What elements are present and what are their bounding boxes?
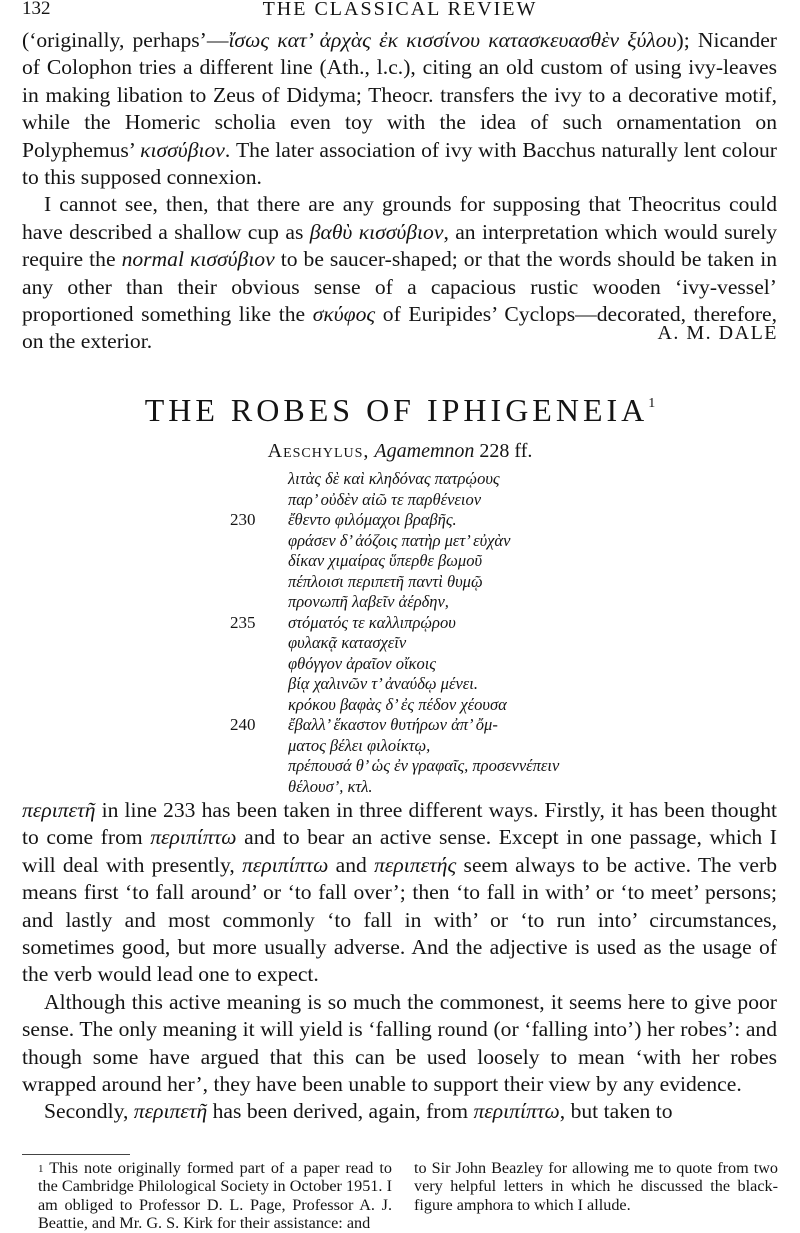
greek-phrase: βαθὺ κισσύβιον [309,219,444,244]
verse-line [22,654,782,675]
greek-word: περιπετής [374,852,457,877]
journal-title: THE CLASSICAL REVIEW [262,0,538,20]
verse-text: ἔθεντο φιλόμαχοι βραβῆς. [288,510,457,529]
verse-text: φράσεν δ’ ἀόζοις πατὴρ μετ’ εὐχὰν [288,530,511,550]
footnote-column-left [38,1159,392,1233]
footnote-column-right [414,1159,778,1214]
greek-word: περιπίπτω [242,852,329,877]
paragraph: περιπετῆ in line 233 has been taken in three different ways. Firstly, it has been thought to come from περιπίπτω and to bear an active sense. Except in one passage, which I will deal with presently, περιπίπτω and περιπετής seem always to be active. The verb means first ‘to fall around’ or ‘to fall over’; then ‘to fall in with’ or ‘to meet’ persons; and lastly and most commonly ‘to fall in with’ or ‘to run into’ circumstances, sometimes good, but more usually adverse. And the adjective is used as the usage of the verb would lead one to expect. [22,798,777,987]
article-title: THE ROBES OF IPHIGENEIA$^1$ [144,392,656,428]
page-number: 132 [22,0,51,19]
verse-quotation [22,469,782,797]
verse-text: ἔβαλλ’ ἕκαστον θυτήρων ἀπ’ ὄμ- [288,715,498,734]
author-signature: A. M. DALE [657,322,778,344]
greek-word: κισσύβιον [189,247,275,272]
verse-text: παρ’ οὐδὲν αἰῶ τε παρθένειον [288,489,482,509]
paragraph: Secondly, περιπετῆ has been derived, again, from περιπίπτω, but taken to [44,1099,673,1124]
article-subtitle [0,440,800,463]
verse-line [22,551,782,572]
line-number: 240 [230,715,256,734]
running-head [22,0,778,26]
verse-line [22,695,782,716]
subtitle-lines: 228 ff. [479,440,533,462]
verse-line [22,490,782,511]
verse-line [22,736,782,757]
verse-text: στόματός τε καλλιπρῴρου [288,612,456,632]
verse-text: πρέπουσά θ’ ὡς ἐν γραφαῖς, προσεννέπειν [288,756,560,775]
subtitle-work: Agamemnon [374,440,475,462]
greek-word: σκύφος [312,302,376,327]
greek-word: περιπίπτω [473,1099,560,1124]
verse-text: φθόγγον ἀραῖον οἴκοις [288,653,436,673]
verse-line [22,715,782,736]
paragraph: (‘originally, perhaps’—ἴσως κατ’ ἀρχὰς ἐκ κισσίνου κατασκευασθὲν ξύλου); Nicander of Colophon tries a different line (Ath., l.c.), citing an old custom of using ivy-leaves in making libation to Zeus of Didyma; Theocr. transfers the ivy to a decorative motif, while the Homeric scholia even toy with the idea of such ornamentation on Polyphemus’ κισσύβιον. The later association of ivy with Bacchus naturally lent colour to this supposed connexion. [22,28,778,190]
greek-word: περιπετῆ [133,1099,208,1124]
verse-line [22,572,782,593]
verse-line [22,674,782,695]
previous-article-text [22,27,777,356]
greek-phrase: ἴσως κατ’ ἀρχὰς ἐκ κισσίνου κατασκευασθὲν ξύλου [228,28,677,52]
verse-text: ματος βέλει φιλοίκτῳ, [288,735,431,755]
verse-text: θέλουσ’, κτλ. [288,776,373,796]
paragraph: I cannot see, then, that there are any grounds for supposing that Theocritus could have described a shallow cup as βαθὺ κισσύβιον, an interpretation which would surely require the normal κισσύβιον to be saucer-shaped; or that the words should be taken in any other than their obvious sense of a capacious rustic wooden ‘ivy-vessel’ proportioned something like the σκύφος of Euripides’ Cyclops—decorated, therefore, on the exterior. [22,192,777,354]
footnote-reference: 1 [648,396,656,411]
verse-line [22,613,782,634]
verse-line [22,531,782,552]
subtitle-author: Aeschylus, [267,440,370,462]
greek-word: περιπίπτω [150,825,237,850]
verse-line [22,469,782,490]
footnote-divider [22,1154,130,1155]
line-number: 235 [230,612,256,632]
article-body [22,797,777,1126]
verse-line [22,592,782,613]
verse-text: πέπλοισι περιπετῆ παντὶ θυμῷ [288,571,483,591]
footnote-marker: 1 [38,1163,44,1175]
greek-word: κισσύβιον [140,137,225,162]
verse-text: δίκαν χιμαίρας ὕπερθε βωμοῦ [288,551,483,570]
line-number: 230 [230,510,256,529]
verse-text: φυλακᾷ κατασχεῖν [288,633,407,652]
footnote-text: $^1$ This note originally formed part of a paper read to the Cambridge Philological Society in October 1951. I am obliged to Professor D. L. Page, Professor A. J. Beattie, and Mr. G. S. Kirk for their assistance: and [38,1159,392,1233]
verse-line [22,633,782,654]
footnote-text: to Sir John Beazley for allowing me to quote from two very helpful letters in which he discussed the black-figure amphora to which I allude. [414,1159,778,1214]
verse-line [22,777,782,798]
verse-text: λιτὰς δὲ καὶ κληδόνας πατρῴους [288,469,500,488]
verse-text: κρόκου βαφὰς δ’ ἐς πέδον χέουσα [288,694,507,714]
verse-text: βίᾳ χαλινῶν τ’ ἀναύδῳ μένει. [288,674,478,693]
verse-line [22,510,782,531]
emphasis: normal [121,247,184,272]
verse-line [22,756,782,777]
greek-word: περιπετῆ [22,798,96,822]
verse-text: προνωπῆ λαβεῖν ἀέρδην, [288,592,449,611]
paragraph: Although this active meaning is so much the commonest, it seems here to give poor sense. The only meaning it will yield is ‘falling round (or ‘falling into’) her robes’: and though some have argued that this can be used loosely to mean ‘with her robes wrapped around her’, they have been unable to support their view by any evidence. [22,989,777,1097]
